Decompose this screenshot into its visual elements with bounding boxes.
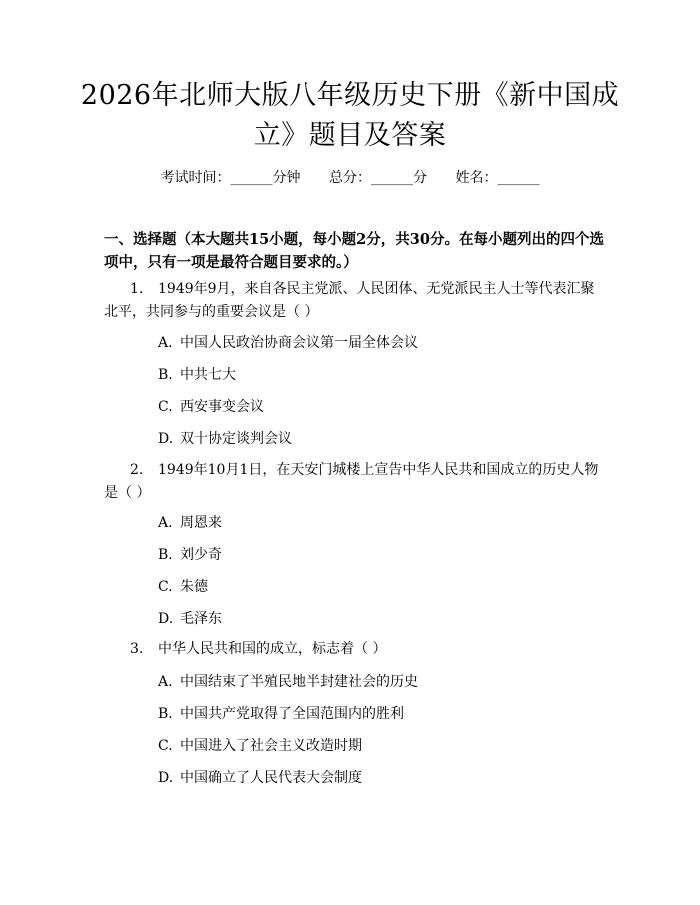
- question-number: 3.: [130, 641, 144, 657]
- option-1b: [158, 365, 598, 385]
- option-text: 中共七大: [180, 367, 236, 383]
- exam-meta: [0, 168, 700, 188]
- exam-time: 考试时间：______分钟: [160, 170, 301, 186]
- option-1a: [158, 333, 598, 353]
- option-3c: [158, 736, 598, 756]
- option-text: 中国确立了人民代表大会制度: [180, 770, 362, 786]
- section-heading: 一、选择题（本大题共15小题，每小题2分，共30分。在每小题列出的四个选项中，只有一项是最符合题目要求的。）: [104, 231, 604, 271]
- option-text: 西安事变会议: [180, 399, 264, 415]
- option-letter: D.: [158, 770, 174, 786]
- question-2: [104, 459, 604, 505]
- question-text: 中华人民共和国的成立，标志着（ ）: [158, 641, 387, 657]
- option-text: 中国结束了半殖民地半封建社会的历史: [180, 674, 418, 690]
- option-letter: C.: [158, 399, 173, 415]
- question-text: 1949年10月1日，在天安门城楼上宣告中华人民共和国成立的历史人物是（ ）: [104, 462, 599, 501]
- option-text: 双十协定谈判会议: [180, 431, 292, 447]
- option-letter: B.: [158, 706, 173, 722]
- option-2b: [158, 545, 598, 565]
- option-1c: [158, 397, 598, 417]
- option-3d: [158, 768, 598, 788]
- option-3a: [158, 672, 598, 692]
- question-number: 2.: [130, 462, 144, 478]
- exam-score: 总分：______分: [329, 170, 427, 186]
- option-letter: D.: [158, 431, 174, 447]
- option-1d: [158, 429, 598, 449]
- option-letter: C.: [158, 579, 173, 595]
- option-letter: A.: [158, 674, 173, 690]
- question-3: [104, 638, 604, 661]
- option-2d: [158, 609, 598, 629]
- option-2a: [158, 513, 598, 533]
- option-letter: B.: [158, 547, 173, 563]
- option-text: 中国人民政治协商会议第一届全体会议: [180, 335, 418, 351]
- option-2c: [158, 577, 598, 597]
- option-text: 毛泽东: [180, 611, 222, 627]
- student-name: 姓名：______: [455, 170, 540, 186]
- option-letter: C.: [158, 738, 173, 754]
- option-text: 朱德: [180, 579, 208, 595]
- option-3b: [158, 704, 598, 724]
- option-text: 中国共产党取得了全国范围内的胜利: [180, 706, 404, 722]
- document-title: 2026年北师大版八年级历史下册《新中国成立》题目及答案: [80, 80, 620, 151]
- option-letter: B.: [158, 367, 173, 383]
- question-1: [104, 278, 604, 324]
- option-text: 周恩来: [180, 515, 222, 531]
- option-text: 中国进入了社会主义改造时期: [180, 738, 362, 754]
- question-number: 1.: [130, 281, 144, 297]
- option-letter: D.: [158, 611, 174, 627]
- option-letter: A.: [158, 335, 173, 351]
- option-text: 刘少奇: [180, 547, 222, 563]
- question-text: 1949年9月，来自各民主党派、人民团体、无党派民主人士等代表汇聚北平，共同参与的重要会议是（ ）: [104, 281, 595, 320]
- option-letter: A.: [158, 515, 173, 531]
